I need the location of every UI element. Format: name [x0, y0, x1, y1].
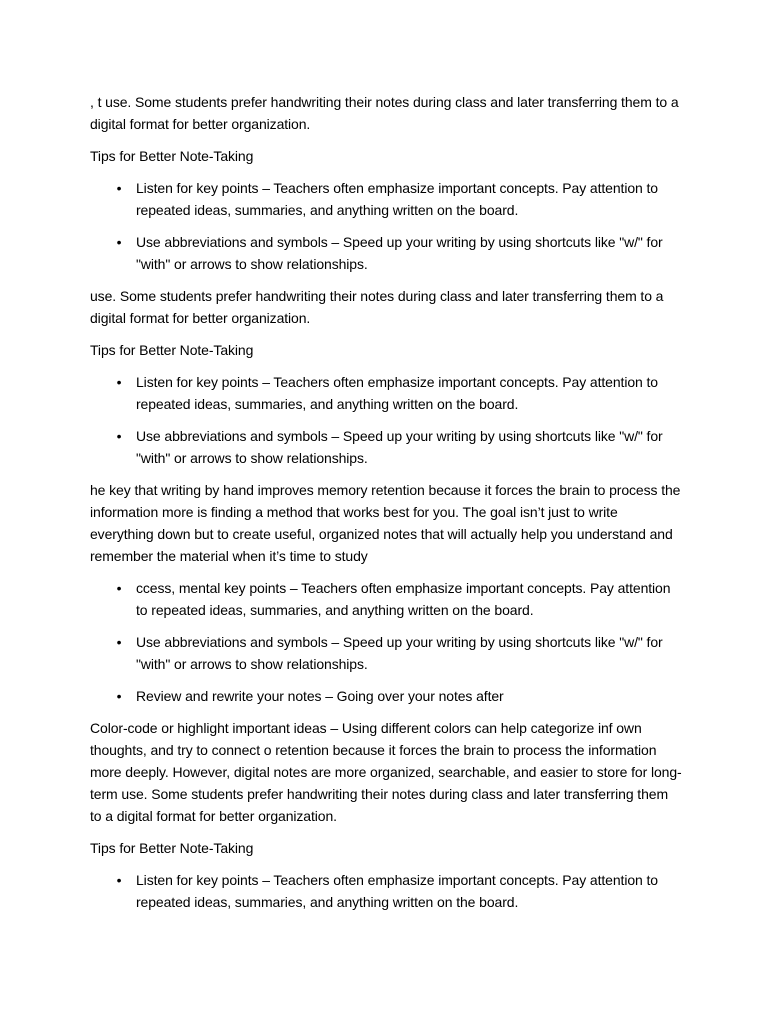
list-item [90, 231, 682, 275]
section-heading: Tips for Better Note-Taking [90, 342, 254, 358]
paragraph: , t use. Some students prefer handwriting their notes during class and later transferring them to a digital format for better organization. [90, 94, 679, 132]
bullet-icon: • [116, 634, 122, 650]
list-item [90, 869, 682, 913]
bullet-icon: • [116, 180, 122, 196]
list-item-text: Listen for key points – Teachers often emphasize important concepts. Pay attention to repeated ideas, summaries, and anything written on the board. [136, 180, 658, 218]
paragraph: he key that writing by hand improves memory retention because it forces the brain to process the information more is finding a method that works best for you. The goal isn’t just to write everything down but to create useful, organized notes that will actually help you understand and remember the material when it’s time to study [90, 482, 681, 564]
paragraph: Color-code or highlight important ideas – Using different colors can help categorize inf own thoughts, and try to connect o retention because it forces the brain to process the information more deeply. However, digital notes are more organized, searchable, and easier to store for long-term use. Some students prefer handwriting their notes during class and later transferring them to a digital format for better organization. [90, 720, 682, 824]
list-item [90, 631, 682, 675]
bullet-list [90, 869, 682, 913]
list-item [90, 177, 682, 221]
list-item [90, 371, 682, 415]
bullet-list [90, 177, 682, 275]
bullet-list [90, 371, 682, 469]
bullet-icon: • [116, 374, 122, 390]
list-item-text: Use abbreviations and symbols – Speed up your writing by using shortcuts like "w/" for "with" or arrows to show relationships. [136, 634, 663, 672]
bullet-icon: • [116, 872, 122, 888]
list-item-text: Listen for key points – Teachers often emphasize important concepts. Pay attention to repeated ideas, summaries, and anything written on the board. [136, 872, 658, 910]
bullet-icon: • [116, 234, 122, 250]
list-item-text: Review and rewrite your notes – Going over your notes after [136, 688, 504, 704]
list-item [90, 425, 682, 469]
bullet-icon: • [116, 688, 122, 704]
list-item-text: Use abbreviations and symbols – Speed up your writing by using shortcuts like "w/" for "with" or arrows to show relationships. [136, 428, 663, 466]
bullet-icon: • [116, 580, 122, 596]
list-item [90, 685, 682, 707]
paragraph: use. Some students prefer handwriting their notes during class and later transferring them to a digital format for better organization. [90, 288, 664, 326]
bullet-list [90, 577, 682, 707]
document-body [90, 91, 682, 923]
bullet-icon: • [116, 428, 122, 444]
list-item-text: ccess, mental key points – Teachers often emphasize important concepts. Pay attention to repeated ideas, summaries, and anything written on the board. [136, 580, 671, 618]
section-heading: Tips for Better Note-Taking [90, 148, 254, 164]
list-item [90, 577, 682, 621]
list-item-text: Listen for key points – Teachers often emphasize important concepts. Pay attention to repeated ideas, summaries, and anything written on the board. [136, 374, 658, 412]
section-heading: Tips for Better Note-Taking [90, 840, 254, 856]
list-item-text: Use abbreviations and symbols – Speed up your writing by using shortcuts like "w/" for "with" or arrows to show relationships. [136, 234, 663, 272]
